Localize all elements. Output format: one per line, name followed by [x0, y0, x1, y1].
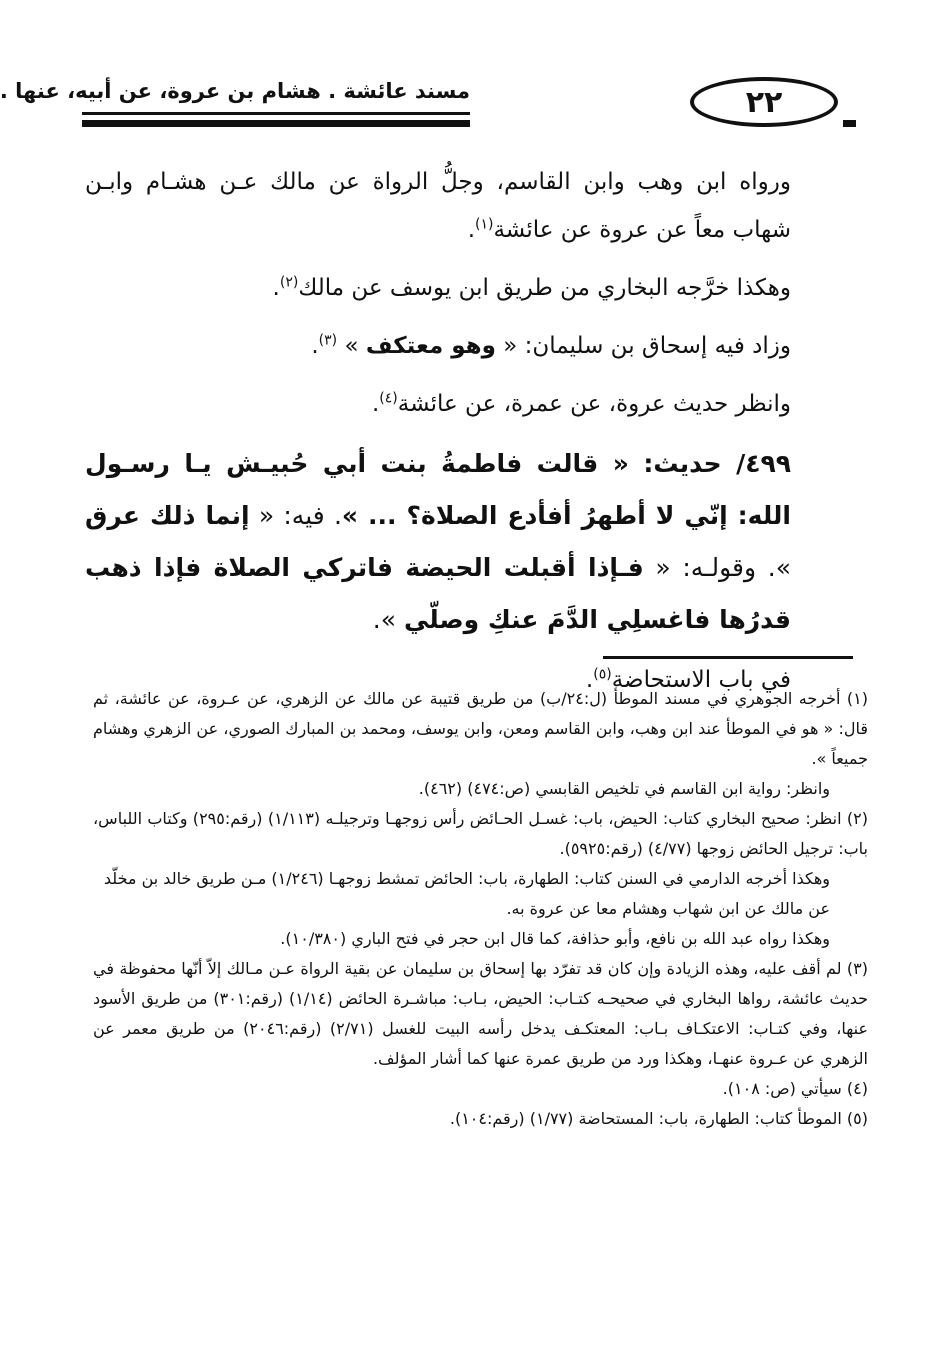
header-rule-thin: [82, 112, 470, 115]
footnote-2-continued-a: وهكذا أخرجه الدارمي في السنن كتاب: الطهارة، باب: الحائض تمشط زوجهـا (١/٢٤٦) مـن طريق خالد بن مخلّد عن مالك عن ابن شهاب وهشام معا عن عروة به.: [103, 869, 830, 918]
hadith-quote-2: إنما ذلك عرق: [85, 501, 250, 530]
hadith-close: ».: [372, 605, 404, 634]
page-number: ٢٢: [690, 77, 838, 127]
quoted-addition: وهو معتكف: [365, 333, 496, 359]
footnote-ref-4[interactable]: (٤): [379, 390, 398, 407]
main-text: [85, 158, 843, 714]
paragraph-3: وزاد فيه إسحاق بن سليمان: « وهو معتكف » $^{(٣)}$.: [311, 332, 791, 359]
paragraph-3-close: »: [344, 333, 366, 359]
running-header-title: مسند عائشة . هشام بن عروة، عن أبيه، عنها .: [0, 79, 470, 103]
paragraph-4-text: وانظر حديث عروة، عن عمرة، عن عائشة: [397, 391, 791, 417]
hadith-connector-2: ». وقولـه: «: [643, 553, 791, 582]
footnote-ref-1[interactable]: (١): [475, 216, 494, 233]
footnote-2: (٢) انظر: صحيح البخاري كتاب: الحيض، باب: غسـل الحـائض رأس زوجهـا وترجيلـه (١/١١٣) (رقم:٢٩٥) وكتاب اللباس، باب: ترجيل الحائض زوجها (٤/٧٧) (رقم:٥٩٢٥).: [93, 809, 869, 858]
footnote-1-continued: وانظر: رواية ابن القاسم في تلخيص القابسي (ص:٤٧٤) (٤٦٢).: [418, 779, 830, 798]
hadith-quote-3: فـإذا أقبلت الحيضة فاتركي الصلاة فإذا ذهب قدرُها فاغسلِي الدَّمَ عنكِ وصلّي: [85, 553, 791, 634]
footnote-5: (٥) الموطأ كتاب: الطهارة، باب: المستحاضة (١/٧٧) (رقم:١٠٤).: [449, 1109, 868, 1128]
paragraph-3-text: وزاد فيه إسحاق بن سليمان: «: [495, 333, 791, 359]
footnote-ref-5[interactable]: (٥): [593, 666, 612, 683]
hadith-number: ٤٩٩/ حديث:: [643, 449, 791, 478]
paragraph-6-text: في باب الاستحاضة: [611, 667, 791, 693]
hadith-paragraph: [85, 438, 843, 646]
paragraph-4: وانظر حديث عروة، عن عمرة، عن عائشة$^{(٤)}$.: [371, 390, 791, 417]
footnote-4: (٤) سيأتي (ص: ١٠٨).: [722, 1079, 868, 1098]
paragraph-1-text: ورواه ابن وهب وابن القاسم، وجلُّ الرواة عن مالك عـن هشـام وابـن شهاب معاً عن عروة عن عائشة: [85, 169, 791, 243]
paragraph-2: وهكذا خرَّجه البخاري من طريق ابن يوسف عن مالك$^{(٢)}$.: [272, 274, 791, 301]
footnote-1: (١) أخرجه الجوهري في مسند الموطأ (ل:٢٤/ب) من طريق قتيبة عن مالك عن الزهري، عن عـروة، عن عائشة، ثم قال: « هو في الموطأ عند ابن وهب، وابن القاسم ومعن، وابن يوسف، ومحمد بن المبارك الصوري، عن الزهري وهشام جميعاً ».: [93, 689, 868, 768]
footnote-separator: [603, 656, 853, 659]
hadith-connector-1: . فيه: «: [249, 501, 342, 530]
footnote-ref-2[interactable]: (٢): [279, 274, 299, 291]
footnotes: [93, 684, 868, 1134]
paragraph-2-text: وهكذا خرَّجه البخاري من طريق ابن يوسف عن مالك: [298, 275, 791, 301]
header-rule-thick-left: [82, 120, 470, 127]
footnote-ref-3[interactable]: (٣): [318, 332, 338, 349]
footnote-3: (٣) لم أقف عليه، وهذه الزيادة وإن كان قد تفرّد بها إسحاق بن سليمان عن بقية الرواة عـن مـالك إلاّ أنّها محفوظة في حديث عائشة، رواها البخاري في صحيحـه كتـاب: الحيض، بـاب: مباشـرة الحائض (١/١٤) (رقم:٣٠١) من طريق الأسود عنها، وفي كتـاب: الاعتكـاف بـاب: المعتكـف يدخل رأسه البيت للغسل (٢/٧١) (رقم:٢٠٤٦) من طريق معمر عن الزهري عن عـروة عنهـا، وهكذا ورد من طريق عمرة عنها كما أشار المؤلف.: [93, 959, 869, 1068]
paragraph-6: في باب الاستحاضة$^{(٥)}$.: [585, 666, 791, 693]
header-rule-thick-right: [843, 120, 856, 127]
paragraph-1: ورواه ابن وهب وابن القاسم، وجلُّ الرواة عن مالك عـن هشـام وابـن شهاب معاً عن عروة عن عائشة$^{(١)}$.: [85, 169, 791, 243]
footnote-2-continued-b: وهكذا رواه عبد الله بن نافع، وأبو حذافة، كما قال ابن حجر في فتح الباري (١٠/٣٨٠).: [280, 929, 830, 948]
hadith-text: « قالت فاطمةُ بنت أبي حُبيـش يـا رسـول الله: إنّي لا أطهرُ أفأدع الصلاة؟ ... »: [85, 449, 791, 530]
